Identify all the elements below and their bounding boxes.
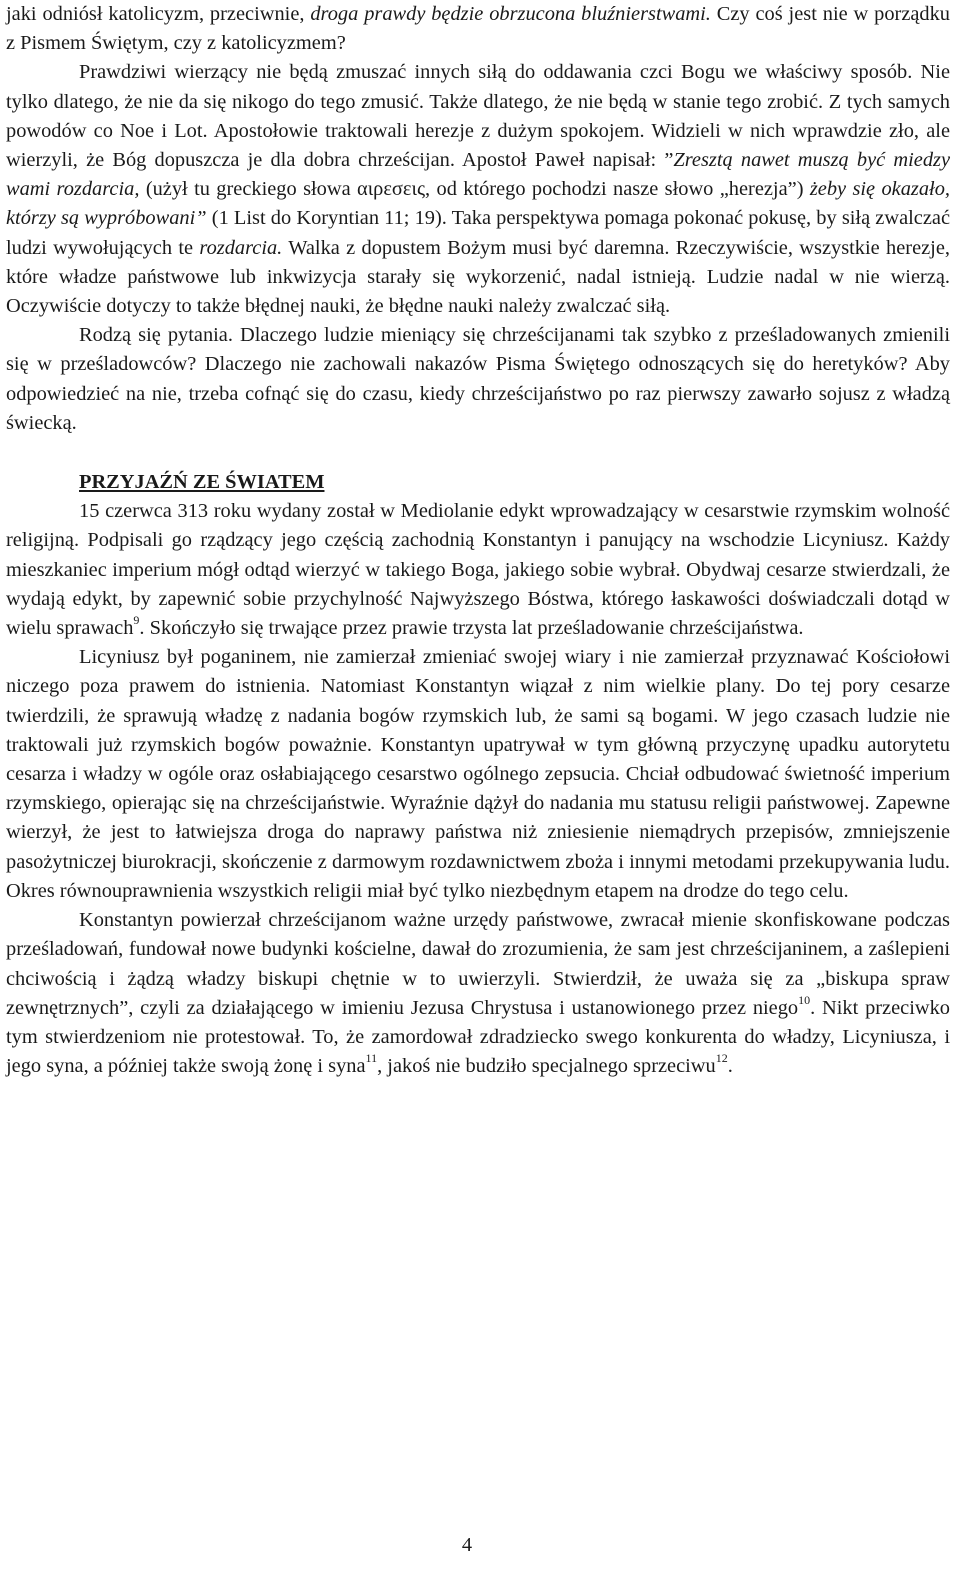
footnote-ref: 10 bbox=[798, 992, 811, 1007]
footnote-ref: 12 bbox=[715, 1051, 728, 1066]
italic-quote: droga prawdy będzie obrzucona bluźnierstwami. bbox=[310, 3, 711, 25]
text-run: (1 List do Koryntian 11; 19). Taka perspektywa pomaga pokonać pokusę, by siłą zwalczać ludzi wywołujących te bbox=[6, 207, 950, 259]
footnote-ref: 9 bbox=[133, 613, 140, 628]
italic-word: rozdarcia. bbox=[199, 236, 283, 259]
paragraph-4 bbox=[6, 497, 950, 643]
footnote-ref: 11 bbox=[365, 1051, 378, 1066]
text-run: Prawdziwi wierzący nie będą zmuszać innych siłą do oddawania czci Bogu we właściwy sposób. Nie tylko dlatego, że nie da się nikogo do tego zmusić. Także dlatego, że nie będą w stanie tego zrobić. Z tych samych powodów co Noe i Lot. Apostołowie traktowali herezje z dużym spokojem. Widzieli w nich wprawdzie zło, ale wierzyli, że Bóg dopuszcza je dla dobra chrześcijan. Apostoł Paweł napisał: ” bbox=[6, 61, 950, 172]
italic-quote: żeby się okazało, którzy są wypróbowani” bbox=[6, 178, 951, 230]
text-run: . bbox=[727, 1055, 733, 1078]
text-run: Walka z dopustem Bożym musi być daremna. Rzeczywiście, wszystkie herezje, które władze państwowe lub inkwizycja starały się wykorzenić, nadal istnieją. Ludzie nadal w nie wierzą. Oczywiście dotyczy to także błędnej nauki, że błędne nauki należy zwalczać siłą. bbox=[6, 236, 950, 318]
text-run: Czy coś jest nie w porządku z Pismem Świętym, czy z katolicyzmem? bbox=[6, 3, 950, 55]
text-run: 15 czerwca 313 roku wydany został w Mediolanie edykt wprowadzający w cesarstwie rzymskim wolność religijną. Podpisali go rządzący jego częścią zachodnią Konstantyn i panujący na wschodzie Licyniusz. Każdy mieszkaniec imperium mógł odtąd wierzyć w takiego Boga, jakiego sobie wybrał. Obydwaj cesarze stwierdzali, że wydają edykt, by zapewnić sobie przychylność Najwyższego Bóstwa, którego łaskawości doświadczali dotąd w wielu sprawach bbox=[6, 500, 950, 640]
text-run: jaki odniósł katolicyzm, przeciwnie, bbox=[6, 3, 311, 25]
text-run: (użył tu greckiego słowa αιρεσεις, od którego pochodzi nasze słowo „herezja”) bbox=[139, 178, 810, 201]
document-page bbox=[6, 0, 950, 1081]
paragraph-5: Licyniusz był poganinem, nie zamierzał zmieniać swojej wiary i nie zamierzał przyznawać Kościołowi niczego poza prawem do istnienia. Natomiast Konstantyn wiązał z nim wielkie plany. Do tej pory cesarze twierdzili, że sprawują władzę z nadania bogów rzymskich lub, że sami są bogami. W jego czasach ludzie nie traktowali już rzymskich bogów poważnie. Konstantyn upatrywał w tym główną przyczynę upadku autorytetu cesarza i władzy w ogóle oraz osłabiającego cesarstwo ogólnego zepsucia. Chciał odbudować świetność imperium rzymskiego, opierając się na chrześcijaństwie. Wyraźnie dążył do nadania mu statusu religii państwowej. Zapewne wierzył, że jest to łatwiejsza droga do naprawy państwa niż zniesienie niemądrych przepisów, zmniejszenie pasożytniczej biurokracji, skończenie z darmowym rozdawnictwem zboża i innymi metodami przekupywania ludu. Okres równouprawnienia wszystkich religii miał być tylko niezbędnym etapem na drodze do tego celu. bbox=[6, 646, 950, 902]
text-run: , jakoś nie budziło specjalnego sprzeciwu bbox=[377, 1055, 716, 1078]
text-run: . Skończyło się trwające przez prawie trzysta lat prześladowanie chrześcijaństwa. bbox=[139, 617, 804, 640]
page-number: 4 bbox=[461, 1534, 473, 1556]
paragraph-6 bbox=[6, 906, 950, 1081]
paragraph-2 bbox=[6, 58, 950, 321]
paragraph-3: Rodzą się pytania. Dlaczego ludzie mieniący się chrześcijanami tak szybko z prześladowanych zmienili się w prześladowców? Dlaczego nie zachowali nakazów Pisma Świętego odnoszących się do heretyków? Aby odpowiedzieć na nie, trzeba cofnąć się do czasu, kiedy chrześcijaństwo po raz pierwszy zawarło sojusz z władzą świecką. bbox=[6, 324, 950, 434]
paragraph-1 bbox=[6, 0, 950, 58]
text-run: . Nikt przeciwko tym stwierdzeniom nie protestował. To, że zamordował zdradziecko swego konkurenta do władzy, Licyniusza, i jego syna, a później także swoją żonę i syna bbox=[6, 996, 950, 1078]
section-heading: PRZYJAŹŃ ZE ŚWIATEM bbox=[79, 471, 325, 494]
italic-quote: Zresztą nawet muszą być miedzy wami rozdarcia, bbox=[6, 149, 950, 201]
text-run: Konstantyn powierzał chrześcijanom ważne urzędy państwowe, zwracał mienie skonfiskowane podczas prześladowań, fundował nowe budynki kościelne, dawał do zrozumienia, że sam jest chrześcijaninem, a zaślepieni chciwością i żądzą władzy biskupi chętnie w to uwierzyli. Stwierdził, że uważa się za „biskupa spraw zewnętrznych”, czyli za działającego w imieniu Jezusa Chrystusa i ustanowionego przez niego bbox=[6, 909, 950, 1019]
